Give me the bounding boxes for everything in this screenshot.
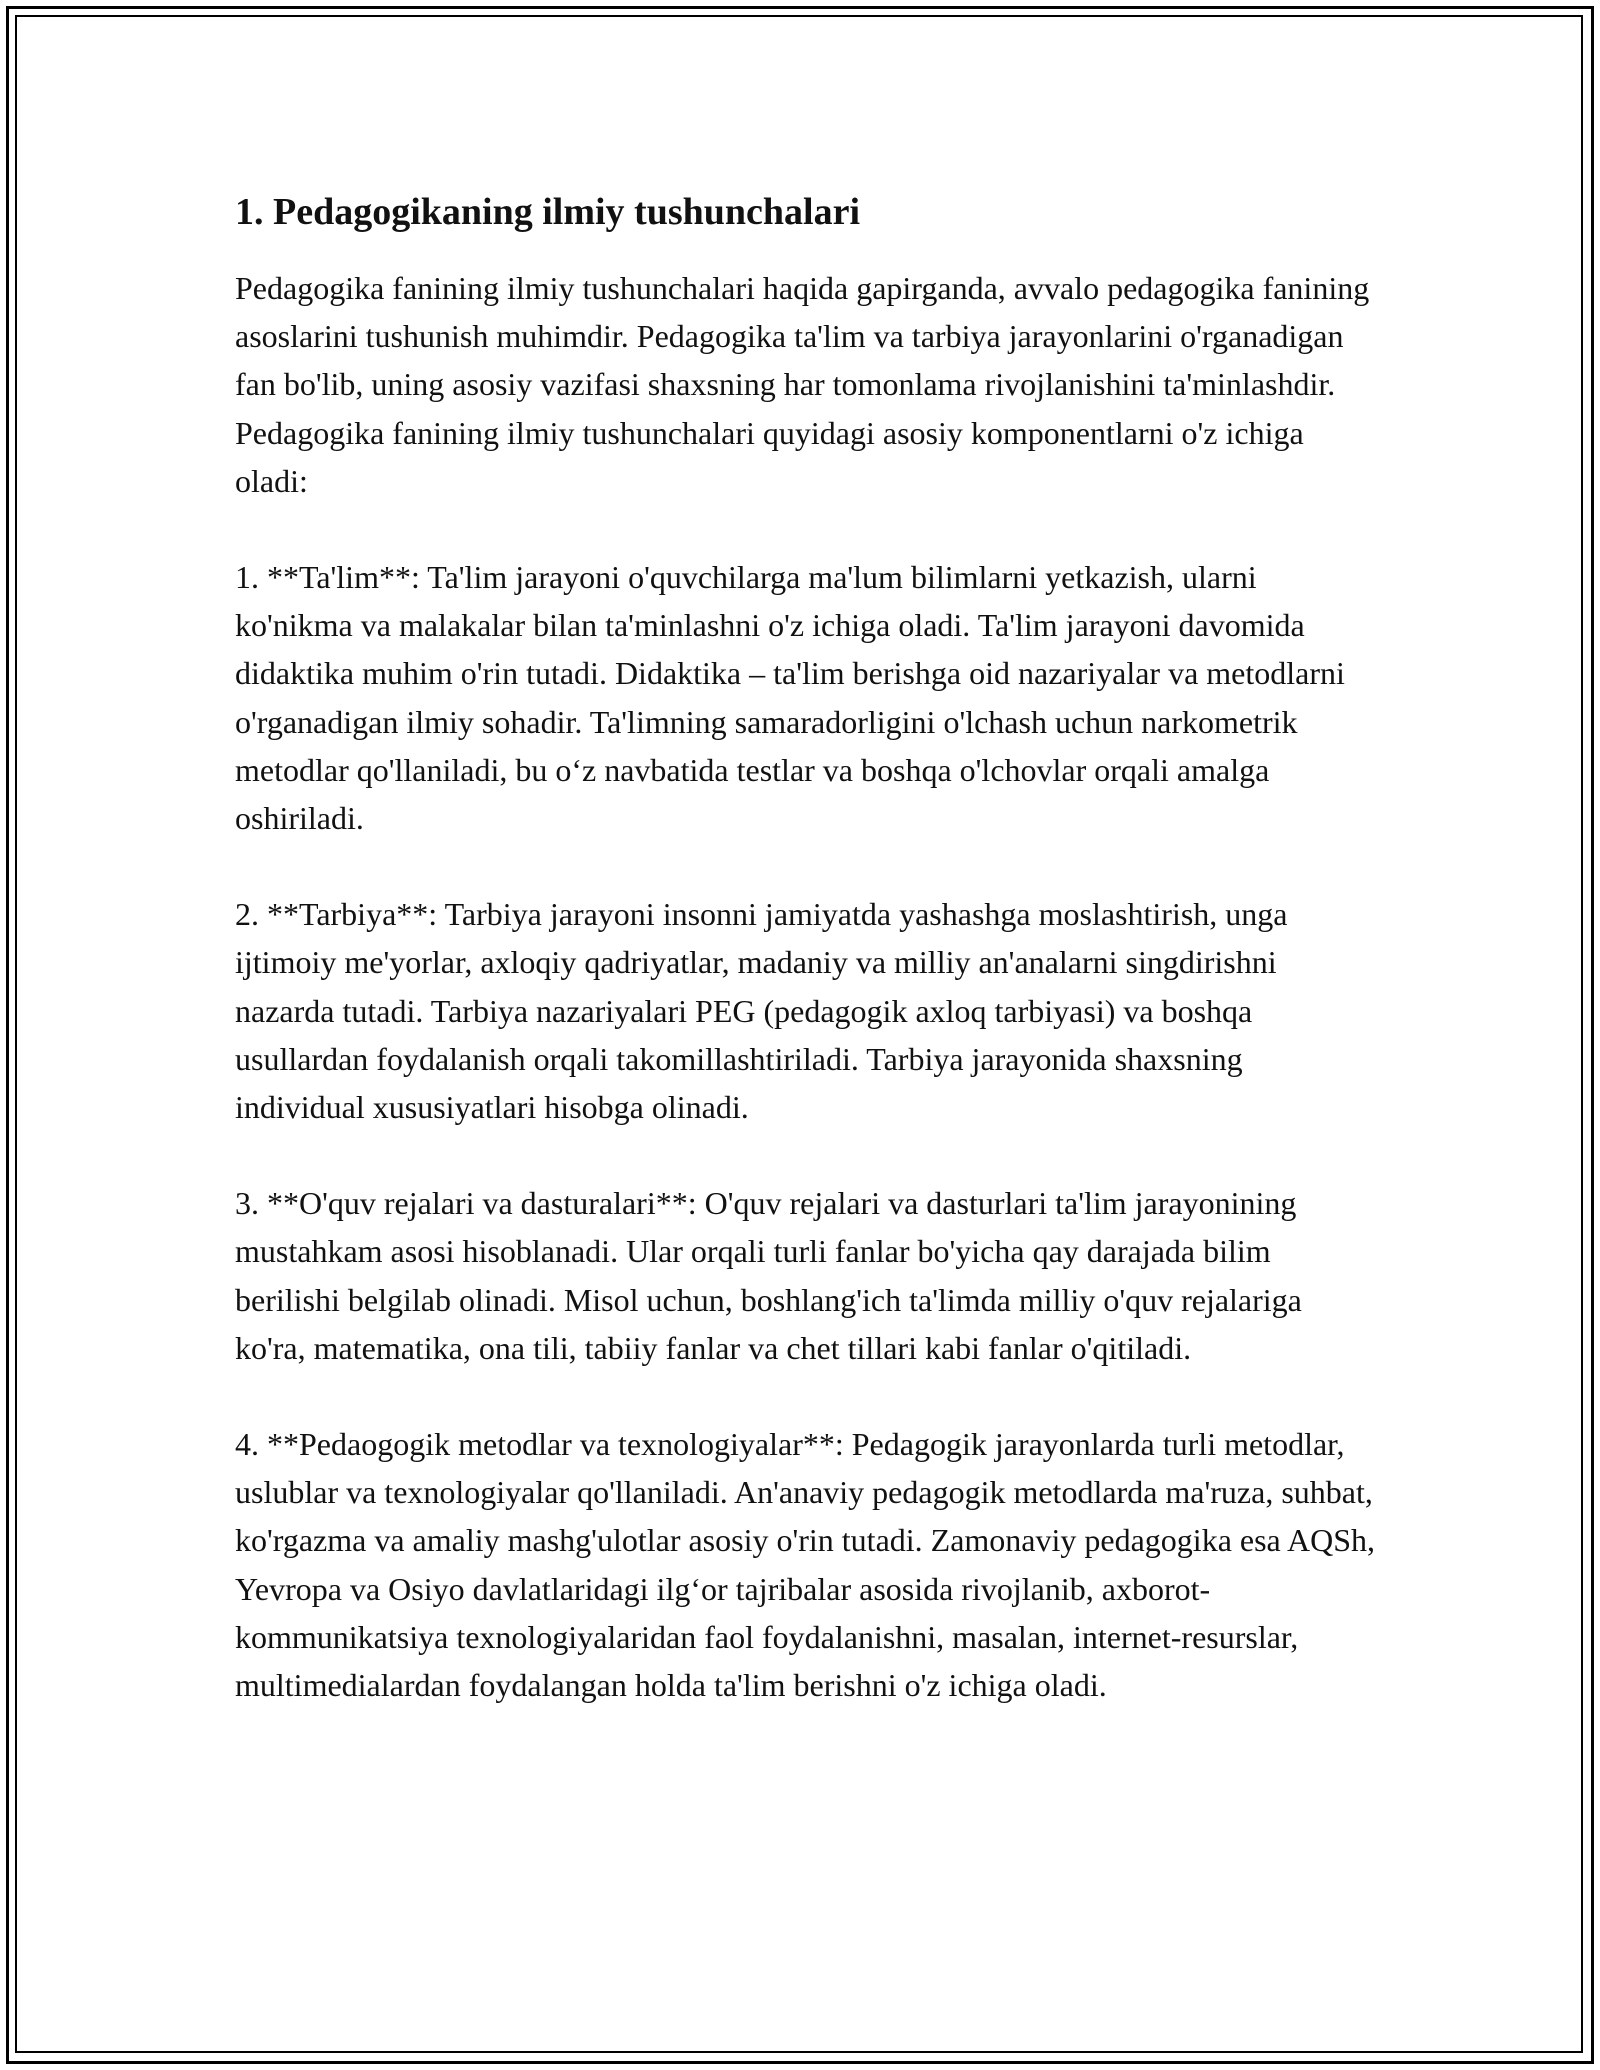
tarbiya-paragraph: 2. **Tarbiya**: Tarbiya jarayoni insonni jamiyatda yashashga moslashtirish, unga ijtimoiy me'yorlar, axloqiy qadriyatlar, madaniy va milliy an'analarni singdirishni nazarda tutadi. Tarbiya nazariyalari PEG (pedagogik axloq tarbiyasi) va boshqa usullardan foydalanish orqali takomillashtiriladi. Tarbiya jarayonida shaxsning individual xususiyatlari hisobga olinadi. — [235, 896, 1288, 1126]
intro-paragraph: Pedagogika fanining ilmiy tushunchalari haqida gapirganda, avvalo pedagogika fanining asoslarini tushunish muhimdir. Pedagogika ta'lim va tarbiya jarayonlarini o'rganadigan fan bo'lib, uning asosiy vazifasi shaxsning har tomonlama rivojlanishini ta'minlashdir. Pedagogika fanining ilmiy tushunchalari quyidagi asosiy komponentlarni o'z ichiga oladi: — [235, 270, 1370, 499]
oquv-rejalari-paragraph: 3. **O'quv rejalari va dasturalari**: O'quv rejalari va dasturlari ta'lim jarayonining mustahkam asosi hisoblanadi. Ular orqali turli fanlar bo'yicha qay darajada bilim berilishi belgilab olinadi. Misol uchun, boshlang'ich ta'limda milliy o'quv rejalariga ko'ra, matematika, ona tili, tabiiy fanlar va chet tillari kabi fanlar o'qitiladi. — [235, 1185, 1302, 1366]
document-body — [235, 186, 1375, 1757]
section-heading: 1. Pedagogikaning ilmiy tushunchalari — [235, 191, 861, 233]
metodlar-paragraph: 4. **Pedaogogik metodlar va texnologiyalar**: Pedagogik jarayonlarda turli metodlar, uslublar va texnologiyalar qo'llaniladi. An'anaviy pedagogik metodlarda ma'ruza, suhbat, ko'rgazma va amaliy mashg'ulotlar asosiy o'rin tutadi. Zamonaviy pedagogika esa AQSh, Yevropa va Osiyo davlatlaridagi ilg‘or tajribalar asosida rivojlanib, axborot-kommunikatsiya texnologiyalaridan faol foydalanishni, masalan, internet-resurslar, multimedialardan foydalangan holda ta'lim berishni o'z ichiga oladi. — [235, 1426, 1375, 1704]
talim-paragraph: 1. **Ta'lim**: Ta'lim jarayoni o'quvchilarga ma'lum bilimlarni yetkazish, ularni ko'nikma va malakalar bilan ta'minlashni o'z ichiga oladi. Ta'lim jarayoni davomida didaktika muhim o'rin tutadi. Didaktika – ta'lim berishga oid nazariyalar va metodlarni o'rganadigan ilmiy sohadir. Ta'limning samaradorligini o'lchash uchun narkometrik metodlar qo'llaniladi, bu o‘z navbatida testlar va boshqa o'lchovlar orqali amalga oshiriladi. — [235, 559, 1345, 837]
